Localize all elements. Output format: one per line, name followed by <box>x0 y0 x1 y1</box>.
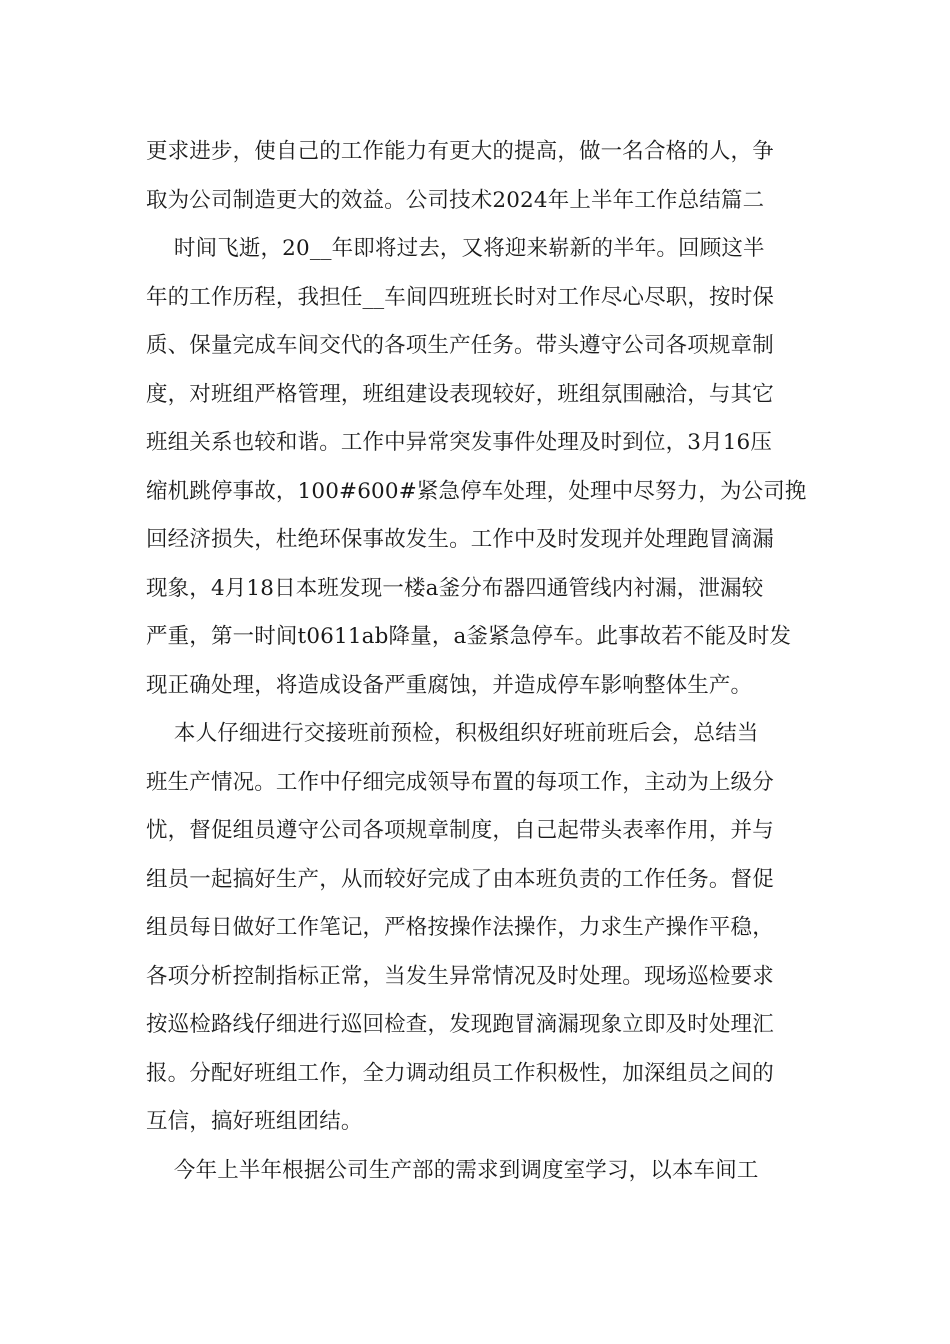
text-line: 组员每日做好工作笔记，严格按操作法操作，力求生产操作平稳， <box>146 915 774 940</box>
paragraph-1 <box>146 128 810 225</box>
document-body <box>146 128 810 1195</box>
text-line: 年的工作历程，我担任__车间四班班长时对工作尽心尽职，按时保 <box>146 284 775 310</box>
text-line: 更求进步，使自己的工作能力有更大的提高，做一名合格的人，争 <box>146 139 774 164</box>
text-line: 现正确处理，将造成设备严重腐蚀，并造成停车影响整体生产。 <box>146 672 753 698</box>
paragraph-3 <box>146 710 810 1147</box>
text-line: 按巡检路线仔细进行巡回检查，发现跑冒滴漏现象立即及时处理汇 <box>146 1012 774 1037</box>
text-line: 班组关系也较和谐。工作中异常突发事件处理及时到位，3月16压 <box>146 430 773 455</box>
text-line: 现象，4月18日本班发现一楼a釜分布器四通管线内衬漏，泄漏较 <box>146 575 764 601</box>
text-line: 互信，搞好班组团结。 <box>146 1109 363 1134</box>
text-line: 取为公司制造更大的效益。公司技术2024年上半年工作总结篇二 <box>146 187 765 213</box>
text-line: 质、保量完成车间交代的各项生产任务。带头遵守公司各项规章制 <box>146 333 774 358</box>
text-line: 今年上半年根据公司生产部的需求到调度室学习，以本车间工 <box>146 1157 759 1183</box>
paragraph-4 <box>146 1147 810 1196</box>
text-line: 严重，第一时间t0611ab降量，a釜紧急停车。此事故若不能及时发 <box>146 624 792 649</box>
text-line: 度，对班组严格管理，班组建设表现较好，班组氛围融洽，与其它 <box>146 381 774 407</box>
text-line: 时间飞逝，20__年即将过去，又将迎来崭新的半年。回顾这半 <box>146 236 765 261</box>
text-line: 组员一起搞好生产，从而较好完成了由本班负责的工作任务。督促 <box>146 866 774 892</box>
text-line: 班生产情况。工作中仔细完成领导布置的每项工作，主动为上级分 <box>146 769 774 795</box>
paragraph-2 <box>146 225 810 710</box>
text-line: 报。分配好班组工作，全力调动组员工作积极性，加深组员之间的 <box>146 1060 774 1086</box>
text-line: 各项分析控制指标正常，当发生异常情况及时处理。现场巡检要求 <box>146 963 774 989</box>
text-line: 本人仔细进行交接班前预检，积极组织好班前班后会，总结当 <box>146 721 759 746</box>
text-line: 回经济损失，杜绝环保事故发生。工作中及时发现并处理跑冒滴漏 <box>146 527 774 552</box>
text-line: 缩机跳停事故，100#600#紧急停车处理，处理中尽努力，为公司挽 <box>146 478 807 504</box>
text-line: 忧，督促组员遵守公司各项规章制度，自己起带头表率作用，并与 <box>146 818 774 843</box>
